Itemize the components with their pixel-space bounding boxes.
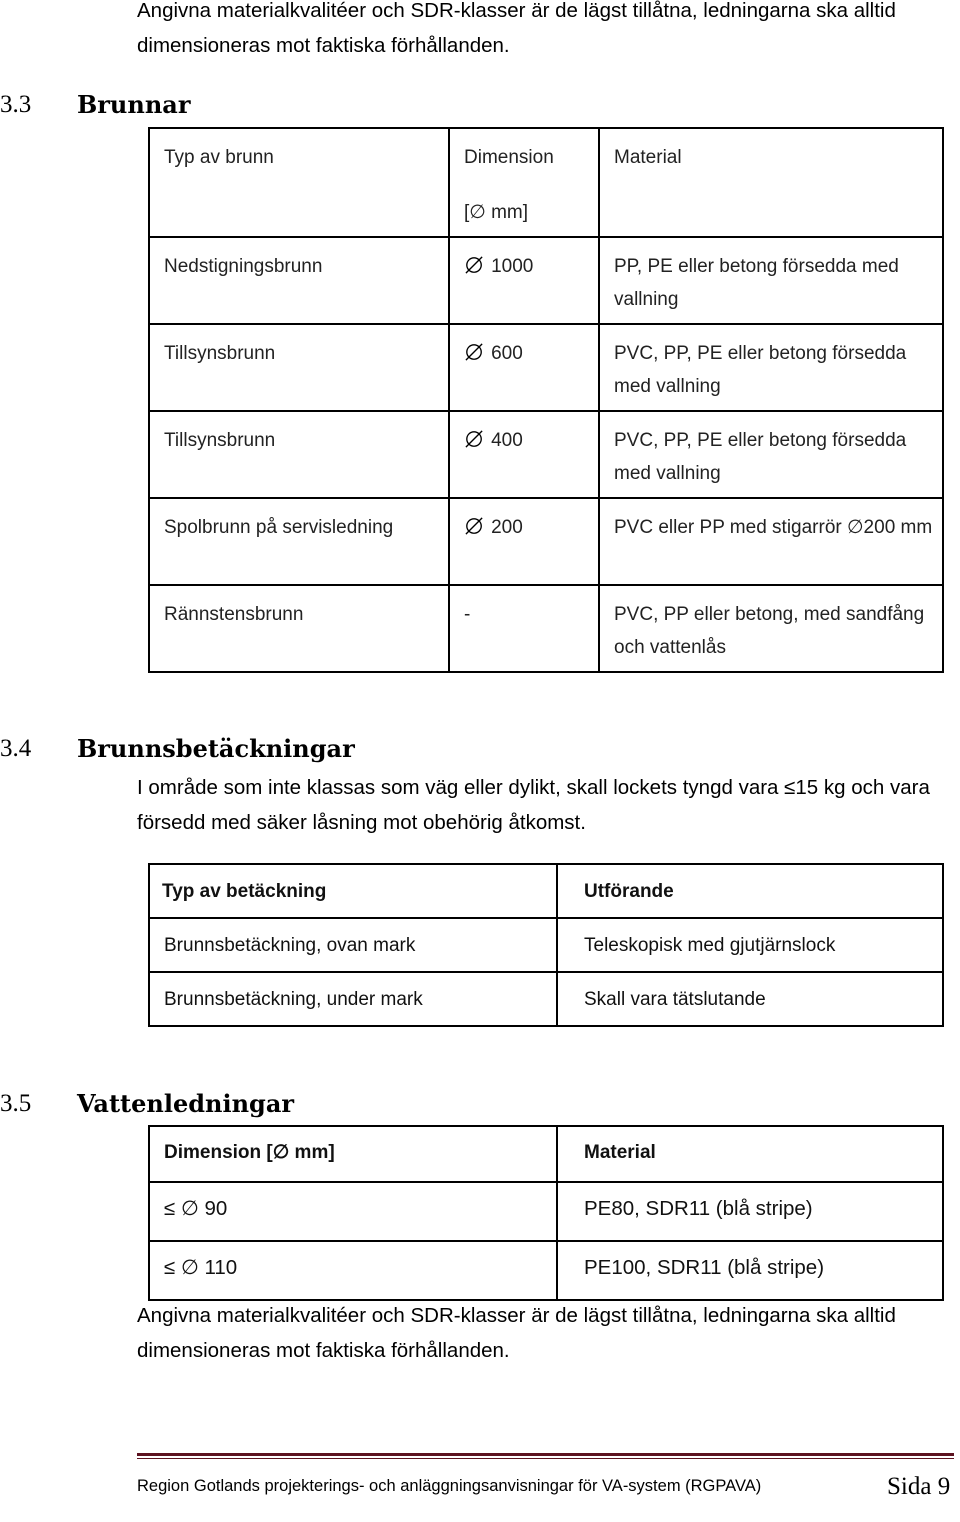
header-dimension-unit: [∅ mm] — [464, 202, 529, 223]
header-type: Typ av brunn — [164, 147, 274, 168]
table-header-row — [149, 128, 943, 237]
header-cell — [149, 128, 449, 237]
table-row — [149, 237, 943, 324]
diameter-icon — [465, 343, 483, 361]
cell-material — [599, 411, 943, 498]
header-cell — [149, 1126, 557, 1182]
footer-rule — [137, 1453, 954, 1456]
cell-type — [149, 918, 557, 972]
table-row — [149, 972, 943, 1026]
cell-material — [599, 324, 943, 411]
cell-dimension — [449, 411, 599, 498]
dimension-text: - — [464, 604, 471, 625]
dimension-text: 200 — [491, 517, 523, 538]
section-title: Brunnsbetäckningar — [77, 734, 355, 763]
cell-design — [557, 918, 943, 972]
table-row — [149, 324, 943, 411]
diameter-icon — [465, 517, 483, 535]
table-row — [149, 411, 943, 498]
cell-type — [149, 324, 449, 411]
type-text: Tillsynsbrunn — [164, 343, 276, 364]
type-text: Tillsynsbrunn — [164, 430, 276, 451]
cell-dimension — [449, 585, 599, 672]
cell-dimension — [449, 237, 599, 324]
dimension-text: 600 — [491, 343, 523, 364]
dimension-text: 1000 — [491, 256, 534, 277]
vattenledningar-table — [148, 1125, 944, 1301]
cell-design — [557, 972, 943, 1026]
cell-dimension — [449, 324, 599, 411]
material-text: PVC eller PP med stigarrör ∅200 mm — [614, 517, 933, 538]
material-text: PVC, PP, PE eller betong försedda med vallning — [614, 430, 907, 484]
material-text: PVC, PP, PE eller betong försedda med vallning — [614, 343, 907, 397]
table-row — [149, 498, 943, 585]
header-material: Material — [614, 147, 682, 168]
cell-dimension — [149, 1182, 557, 1241]
vattenledningar-paragraph: Angivna materialkvalitéer och SDR-klasser är de lägst tillåtna, ledningarna ska alltid dimensioneras mot faktiska förhållanden. — [137, 1304, 896, 1362]
footer-rule-thin — [137, 1458, 954, 1459]
table-row — [149, 1182, 943, 1241]
section-title: Vattenledningar — [77, 1089, 295, 1118]
section-number: 3.5 — [0, 1090, 32, 1117]
type-text: Nedstigningsbrunn — [164, 256, 323, 277]
design-text: Skall vara tätslutande — [584, 989, 766, 1010]
cell-dimension — [149, 1241, 557, 1300]
cell-material — [557, 1241, 943, 1300]
table-row — [149, 1241, 943, 1300]
page-number: Sida 9 — [887, 1473, 951, 1500]
cell-type — [149, 498, 449, 585]
cell-type — [149, 411, 449, 498]
header-type: Typ av betäckning — [162, 881, 327, 902]
table-header-row — [149, 1126, 943, 1182]
cell-material — [557, 1182, 943, 1241]
cell-type — [149, 585, 449, 672]
cell-material — [599, 237, 943, 324]
intro-paragraph: Angivna materialkvalitéer och SDR-klasser är de lägst tillåtna, ledningarna ska alltid dimensioneras mot faktiska förhållanden. — [137, 0, 896, 57]
table-row — [149, 585, 943, 672]
brunnsbetackningar-paragraph: I område som inte klassas som väg eller dylikt, skall lockets tyngd vara ≤15 kg och vara försedd med säker låsning mot obehörig åtkomst. — [137, 776, 930, 834]
cell-dimension — [449, 498, 599, 585]
header-cell — [557, 1126, 943, 1182]
section-number: 3.3 — [0, 91, 32, 118]
header-cell — [557, 864, 943, 918]
table-header-row — [149, 864, 943, 918]
design-text: Teleskopisk med gjutjärnslock — [584, 935, 836, 956]
footer-text: Region Gotlands projekterings- och anläggningsanvisningar för VA-system (RGPAVA) — [137, 1477, 762, 1495]
type-text: Brunnsbetäckning, ovan mark — [164, 935, 416, 956]
material-text: PE80, SDR11 (blå stripe) — [584, 1197, 813, 1220]
header-cell — [149, 864, 557, 918]
header-dimension: Dimension — [464, 147, 554, 168]
material-text: PVC, PP eller betong, med sandfång och vattenlås — [614, 604, 925, 658]
dimension-text: ≤ ∅ 110 — [164, 1256, 238, 1279]
header-cell — [599, 128, 943, 237]
section-number: 3.4 — [0, 735, 32, 762]
header-cell — [449, 128, 599, 237]
header-design: Utförande — [584, 881, 674, 902]
section-title: Brunnar — [77, 90, 191, 119]
betackning-table — [148, 863, 944, 1027]
material-text: PE100, SDR11 (blå stripe) — [584, 1256, 825, 1279]
cell-material — [599, 498, 943, 585]
brunnar-table — [148, 127, 944, 673]
cell-type — [149, 237, 449, 324]
type-text: Brunnsbetäckning, under mark — [164, 989, 423, 1010]
dimension-text: ≤ ∅ 90 — [164, 1197, 228, 1220]
dimension-text: 400 — [491, 430, 523, 451]
diameter-icon — [465, 256, 483, 274]
type-text: Spolbrunn på servisledning — [164, 517, 394, 538]
material-text: PP, PE eller betong försedda med vallning — [614, 256, 899, 310]
table-row — [149, 918, 943, 972]
cell-type — [149, 972, 557, 1026]
type-text: Rännstensbrunn — [164, 604, 304, 625]
header-dimension: Dimension [∅ mm] — [164, 1142, 335, 1163]
cell-material — [599, 585, 943, 672]
diameter-icon — [465, 430, 483, 448]
header-material: Material — [584, 1142, 656, 1163]
